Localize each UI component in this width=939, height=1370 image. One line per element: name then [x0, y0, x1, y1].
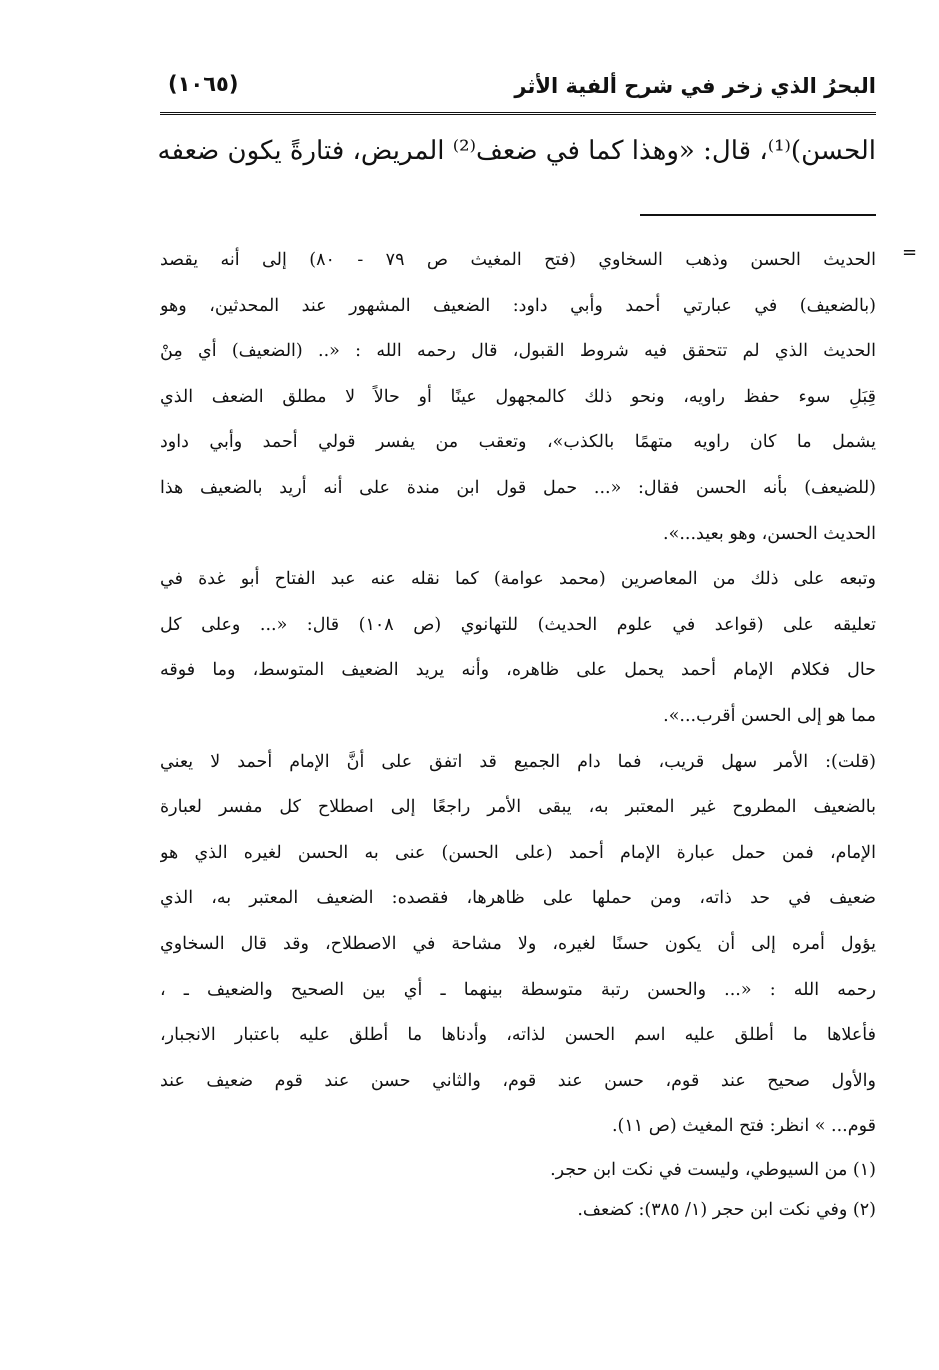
footnote-note: (٢) وفي نكت ابن حجر (١/ ٣٨٥): كضعف.: [577, 1199, 876, 1220]
header-rule: [160, 112, 876, 115]
book-title: البحرُ الذي زخر في شرح ألفية الأثر: [514, 74, 876, 98]
footnote-line: يؤول أمره إلى أن يكون حسنًا لغيره، ولا مشاحة في الاصطلاح، وقد قال السخاوي: [160, 933, 876, 954]
footnote-line: الحديث الذي لم تتحقق فيه شروط القبول، قال رحمه الله : «.. (الضعيف) أي مِنْ: [160, 341, 876, 362]
footnote-line: تعليقه على (قواعد في علوم الحديث) للتهانوي (ص ١٠٨) قال: «... وعلى كل: [160, 614, 876, 635]
footnote-separator: [640, 214, 876, 216]
footnote-line: ضعيف في حد ذاته، ومن حملها على ظاهرها، فقصده: الضعيف المعتبر به، الذي: [160, 888, 876, 909]
footnote-line: وتبعه على ذلك من المعاصرين (محمد عوامة) كما نقله عنه عبد الفتاح أبو غدة في: [160, 569, 876, 590]
footnote-notes: [160, 1150, 876, 1230]
footnote-line: حال فكلام الإمام أحمد يحمل على ظاهره، وأنه يريد الضعيف المتوسط، وما فوقه: [160, 660, 876, 681]
footnote-line: (للضيعف) بأنه الحسن فقال: «... حمل قول ابن مندة على أنه أريد بالضعيف هذا: [160, 477, 876, 498]
footnote-line: رحمه الله : «... والحسن رتبة متوسطة بينهما ـ أي بين الصحيح والضعيف ـ ،: [160, 979, 876, 1000]
footnote-line: الإمام، فمن حمل عبارة الإمام أحمد (على الحسن) عنى به الحسن لغيره الذي هو: [160, 842, 876, 863]
footnote-line: مما هو إلى الحسن أقرب...».: [663, 705, 876, 726]
footnote-line: (بالضعيف) في عبارتي أحمد وأبي داود: الضعيف المشهور عند المحدثين، وهو: [160, 295, 876, 316]
footnotes: [160, 238, 876, 1230]
footnote-line: بالضعيف المطروح غير المعتبر به، يبقى الأمر راجعًا إلى اصطلاح كل مفسر لعبارة: [160, 797, 876, 818]
continuation-mark: =: [902, 242, 918, 263]
footnote-line: يشمل ما كان راويه متهمًا بالكذب»، وتعقب من يفسر قولي أحمد وأبي داود: [160, 432, 876, 453]
page-number: (١٠٦٥): [168, 72, 239, 96]
footnote-line: الحديث الحسن وذهب السخاوي (فتح المغيث ص ٧٩ - ٨٠) إلى أنه يقصد: [160, 250, 876, 270]
footnote-line: الحديث الحسن، وهو بعيد...».: [663, 523, 876, 544]
footnote-line: فأعلاها ما أطلق عليه اسم الحسن لذاته، وأدناها ما أطلق عليه باعتبار الانجبار،: [160, 1025, 876, 1046]
footnote-body: [160, 238, 876, 1150]
running-header: [160, 68, 876, 108]
footnote-line: قِبَلِ سوء حفظ راويه، ونحو ذلك كالمجهول عينًا أو حالاً لا مطلق الضعف الذي: [160, 386, 876, 407]
footnote-note: (١) من السيوطي، وليست في نكت ابن حجر.: [550, 1159, 876, 1180]
main-text-line: الحسن)⁽¹⁾، قال: «وهذا كما في ضعف⁽²⁾ المريض، فتارةً يكون ضعفه: [157, 136, 876, 166]
footnote-line: والأول صحيح عند قوم، حسن عند قوم، والثاني حسن عند قوم ضعيف عند: [160, 1070, 876, 1091]
footnote-line: (قلت): الأمر سهل قريب، فما دام الجميع قد اتفق على أنَّ الإمام أحمد لا يعني: [160, 751, 876, 772]
footnote-line: قوم... » انظر: فتح المغيث (ص ١١).: [611, 1116, 876, 1137]
